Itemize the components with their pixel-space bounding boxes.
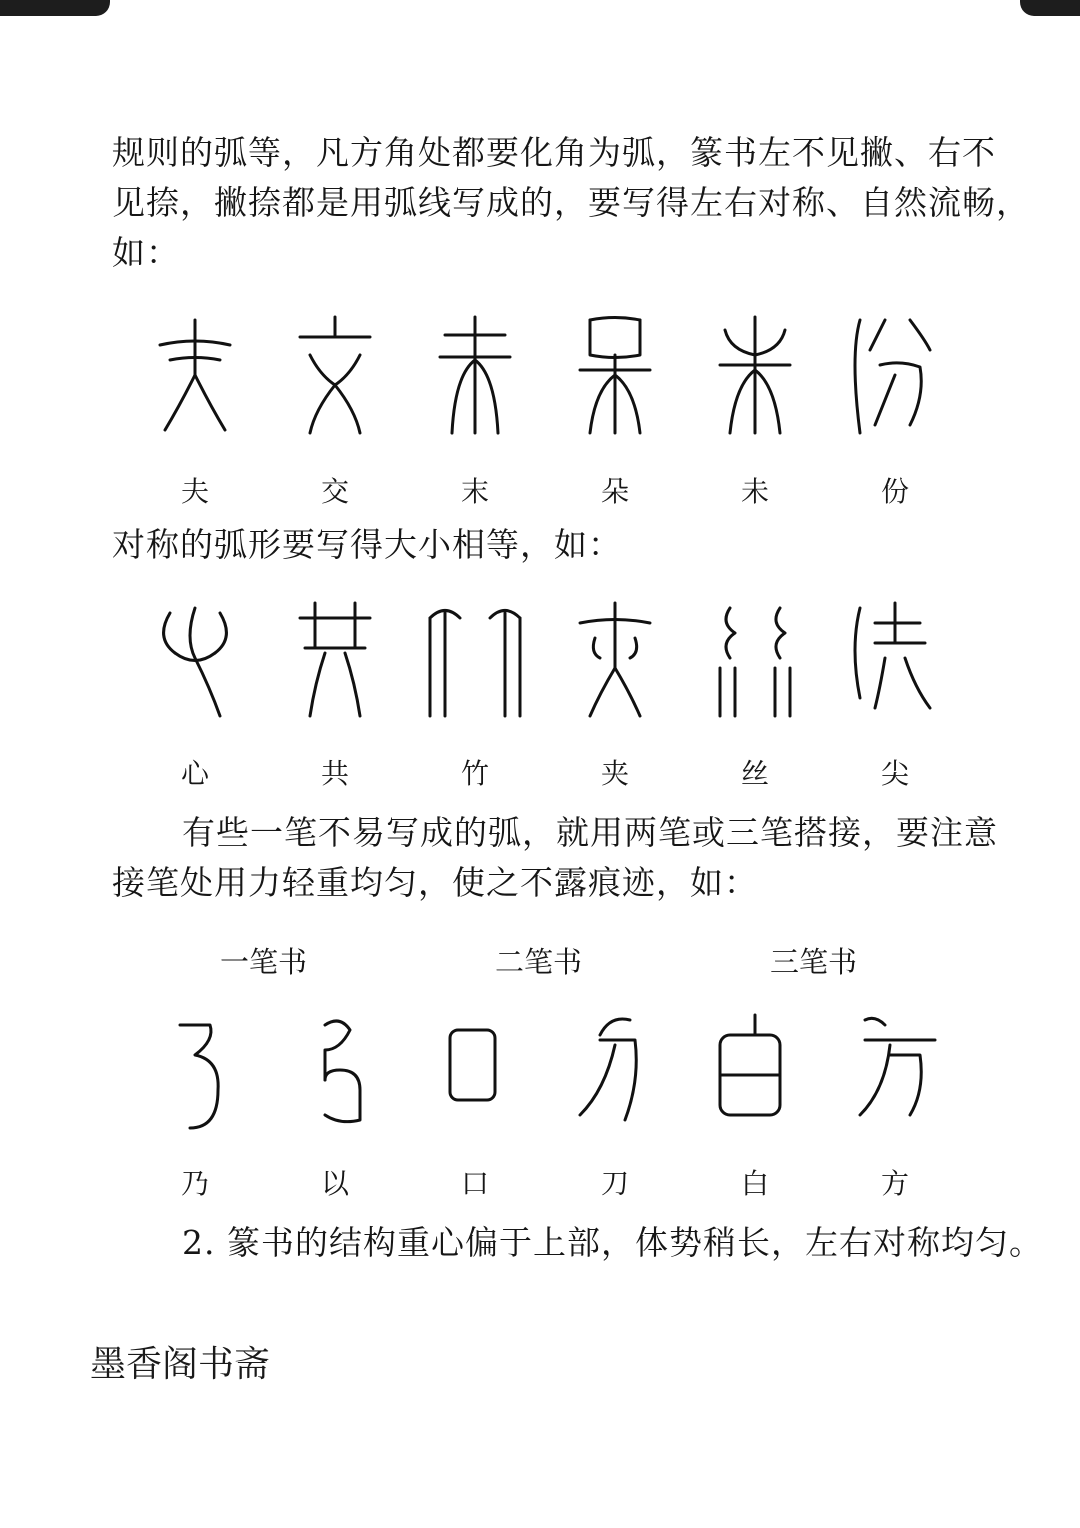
seal-glyph-fang <box>840 1010 950 1130</box>
intro-paragraph <box>112 128 1030 278</box>
glyph-label: 方 <box>880 1167 909 1200</box>
glyph-label: 未 <box>740 475 769 508</box>
label-row-1 <box>140 470 960 510</box>
seal-glyph-kou <box>420 1010 530 1130</box>
glyph-label: 夫 <box>180 475 209 508</box>
point-2-paragraph <box>112 1218 1043 1268</box>
seal-glyph-nai <box>140 1010 250 1130</box>
seal-row-2 <box>140 598 960 718</box>
watermark-text: 墨香阁书斋 <box>90 1344 271 1385</box>
seal-glyph-gong <box>280 598 390 718</box>
glyph-label: 竹 <box>460 757 489 790</box>
label-row-2 <box>140 752 960 792</box>
glyph-label: 夹 <box>600 757 629 790</box>
join-line: 有些一笔不易写成的弧，就用两笔或三笔搭接，要注意 <box>182 813 998 852</box>
label-row-3 <box>140 1162 960 1202</box>
glyph-label: 朵 <box>600 475 629 508</box>
seal-glyph-duo <box>560 315 670 435</box>
glyph-label: 心 <box>180 757 209 790</box>
join-paragraph <box>112 808 998 908</box>
glyph-label: 份 <box>880 475 909 508</box>
glyph-label: 尖 <box>880 757 909 790</box>
glyph-label: 交 <box>320 475 349 508</box>
seal-glyph-xin <box>140 598 250 718</box>
glyph-label: 共 <box>320 757 349 790</box>
seal-row-3 <box>140 1010 960 1130</box>
seal-glyph-si <box>700 598 810 718</box>
glyph-label: 丝 <box>740 757 769 790</box>
seal-row-1 <box>140 315 960 435</box>
seal-glyph-zhu <box>420 598 530 718</box>
seal-glyph-fu <box>140 315 250 435</box>
stroke-group-title: 一笔书 <box>220 945 308 979</box>
seal-glyph-mo <box>420 315 530 435</box>
stroke-group-titles <box>200 940 960 980</box>
seal-glyph-dao <box>560 1010 670 1130</box>
seal-glyph-jia <box>560 598 670 718</box>
seal-glyph-jian <box>840 598 950 718</box>
seal-glyph-fen <box>840 315 950 435</box>
glyph-label: 以 <box>320 1167 349 1200</box>
seal-glyph-yi <box>280 1010 390 1130</box>
glyph-label: 末 <box>460 475 489 508</box>
symmetry-line: 对称的弧形要写得大小相等，如： <box>112 525 622 564</box>
glyph-label: 刀 <box>600 1167 629 1200</box>
stroke-group-title: 三笔书 <box>770 945 858 979</box>
scan-edge-right <box>1020 0 1080 16</box>
seal-glyph-wei <box>700 315 810 435</box>
join-line: 接笔处用力轻重均匀，使之不露痕迹，如： <box>112 863 758 902</box>
symmetry-paragraph <box>112 520 982 570</box>
scan-edge-left <box>0 0 110 16</box>
intro-line: 见捺，撇捺都是用弧线写成的，要写得左右对称、自然流畅， <box>112 183 1030 222</box>
glyph-label: 口 <box>460 1167 489 1200</box>
point-2-line: 2. 篆书的结构重心偏于上部，体势稍长，左右对称均匀。 <box>182 1223 1043 1262</box>
stroke-group-title: 二笔书 <box>495 945 583 979</box>
glyph-label: 乃 <box>180 1167 209 1200</box>
seal-glyph-jiao <box>280 315 390 435</box>
intro-line: 规则的弧等，凡方角处都要化角为弧，篆书左不见撇、右不 <box>112 133 996 172</box>
seal-glyph-bai <box>700 1010 810 1130</box>
glyph-label: 白 <box>740 1167 769 1200</box>
intro-line: 如： <box>112 233 180 272</box>
